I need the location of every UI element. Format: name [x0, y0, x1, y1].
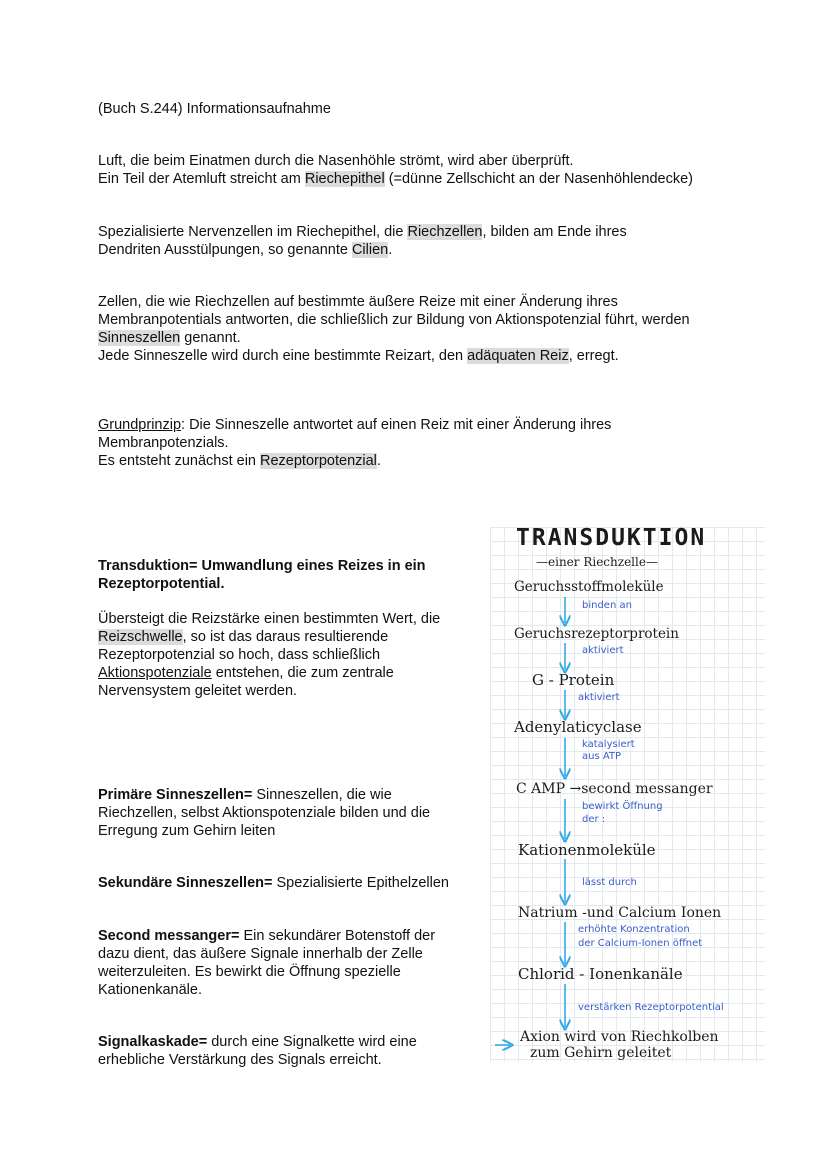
- diagram-step: Geruchsstoffmoleküle: [514, 579, 664, 595]
- diagram-step: zum Gehirn geleitet: [530, 1045, 672, 1061]
- diagram-step: Adenylaticyclase: [514, 718, 642, 736]
- diagram-step: Chlorid - Ionenkanäle: [518, 965, 683, 983]
- text-line: Membranpotentials antworten, die schließlich zur Bildung von Aktionspotenzial führt, werden: [98, 312, 690, 328]
- text-line: Zellen, die wie Riechzellen auf bestimmte äußere Reize mit einer Änderung ihres: [98, 294, 618, 310]
- highlight-term: adäquaten Reiz: [467, 348, 569, 364]
- paragraph-luft: [98, 152, 738, 188]
- paragraph-sinneszellen: [98, 293, 738, 365]
- diagram-note: bewirkt Öffnung: [582, 801, 663, 812]
- diagram-title: TRANSDUKTION: [516, 525, 707, 551]
- highlight-term: Sinneszellen: [98, 330, 181, 346]
- highlight-term: Reizschwelle: [98, 629, 183, 645]
- diagram-subtitle: —einer Riechzelle—: [536, 555, 658, 569]
- highlight-term: Cilien: [351, 242, 389, 258]
- page-title: (Buch S.244) Informationsaufnahme: [98, 101, 331, 117]
- underlined-term: Grundprinzip: [98, 417, 182, 433]
- underlined-term: Aktionspotenziale: [98, 665, 212, 681]
- text-line: Luft, die beim Einatmen durch die Nasenhöhle strömt, wird aber überprüft.: [98, 153, 574, 169]
- diagram-step: Geruchsrezeptorprotein: [514, 626, 679, 642]
- diagram-note: der Calcium-Ionen öffnet: [578, 938, 703, 949]
- sekundaere-sinneszellen-definition: Sekundäre Sinneszellen= Spezialisierte Epithelzellen: [98, 875, 449, 891]
- diagram-note: verstärken Rezeptorpotential: [578, 1002, 724, 1013]
- highlight-term: Riechepithel: [304, 171, 385, 187]
- text-line: Sinneszellen genannt.: [98, 330, 241, 346]
- diagram-note: lässt durch: [582, 877, 637, 888]
- diagram-note: aktiviert: [582, 645, 624, 656]
- diagram-step: Kationenmoleküle: [518, 841, 656, 859]
- highlight-term: Rezeptorpotenzial: [260, 453, 377, 469]
- diagram-note: erhöhte Konzentration: [578, 924, 690, 935]
- transduktion-diagram: [490, 527, 765, 1062]
- diagram-note: aus ATP: [582, 751, 622, 762]
- highlight-term: Riechzellen: [407, 224, 483, 240]
- primaere-sinneszellen-definition: Primäre Sinneszellen= Sinneszellen, die wie Riechzellen, selbst Aktionspotenziale bilden und die Erregung zum Gehirn leiten: [98, 787, 431, 839]
- diagram-note: der :: [582, 814, 606, 825]
- text-line: Grundprinzip: Die Sinneszelle antwortet auf einen Reiz mit einer Änderung ihres: [98, 417, 612, 433]
- diagram-step: Axion wird von Riechkolben: [520, 1029, 719, 1045]
- transduktion-heading: Transduktion= Umwandlung eines Reizes in ein Rezeptorpotential.: [98, 558, 426, 592]
- text-line: Es entsteht zunächst ein Rezeptorpotenzial.: [98, 453, 381, 469]
- diagram-step: C AMP →second messanger: [516, 781, 713, 797]
- diagram-step: G - Protein: [532, 671, 615, 689]
- text-line: Jede Sinneszelle wird durch eine bestimmte Reizart, den adäquaten Reiz, erregt.: [98, 348, 619, 364]
- text-line: Ein Teil der Atemluft streicht am Riechepithel (=dünne Zellschicht an der Nasenhöhlendecke): [98, 171, 693, 187]
- second-messanger-definition: Second messanger= Ein sekundärer Botenstoff der dazu dient, das äußere Signale innerhalb der Zelle weiterzuleiten. Es bewirkt die Öffnung spezielle Kationenkanäle.: [98, 928, 436, 998]
- diagram-note: binden an: [582, 600, 632, 611]
- diagram-note: katalysiert: [582, 739, 635, 750]
- signalkaskade-definition: Signalkaskade= durch eine Signalkette wird eine erhebliche Verstärkung des Signals erreicht.: [98, 1034, 417, 1068]
- paragraph-grundprinzip: [98, 416, 738, 470]
- text-line: Dendriten Ausstülpungen, so genannte Cilien.: [98, 242, 393, 258]
- text-line: Membranpotenzials.: [98, 435, 229, 451]
- diagram-note: aktiviert: [578, 692, 620, 703]
- diagram-step: Natrium -und Calcium Ionen: [518, 905, 722, 921]
- transduktion-paragraph: Übersteigt die Reizstärke einen bestimmten Wert, die Reizschwelle, so ist das daraus resultierende Rezeptorpotenzial so hoch, dass schließlich Aktionspotenziale entstehen, die zum zentrale Nervensystem geleitet werden.: [98, 611, 441, 699]
- paragraph-nervenzellen: [98, 223, 738, 259]
- text-line: Spezialisierte Nervenzellen im Riechepithel, die Riechzellen, bilden am Ende ihres: [98, 224, 627, 240]
